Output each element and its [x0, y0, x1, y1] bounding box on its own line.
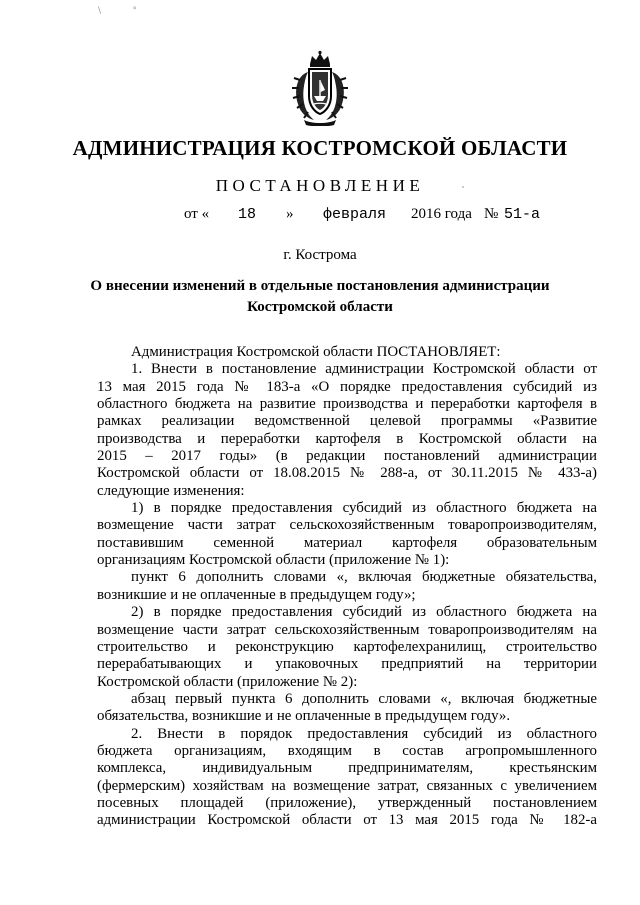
body-line: обязательства, возникшие и не оплаченные в предыдущем году». [97, 708, 511, 725]
body-line: 1) в порядке предоставления субсидий из областного бюджета на [131, 500, 597, 517]
subject-line-1: О внесении изменений в отдельные постановления администрации [90, 278, 550, 294]
body-line: Администрация Костромской области ПОСТАНОВЛЯЕТ: [131, 344, 501, 360]
body-line: Костромской области (приложение № 2): [97, 673, 358, 690]
date-day-close: » [286, 206, 294, 222]
body-line: организациям Костромской области (приложение № 1): [97, 552, 450, 569]
body-line: 1. Внести в постановление администрации Костромской области от [131, 361, 597, 378]
date-number-line [0, 206, 640, 228]
city: г. Кострома [283, 247, 357, 263]
document-type: ПОСТАНОВЛЕНИЕ [215, 176, 425, 195]
body-line: комплекса, индивидуальным предпринимателям, крестьянским [97, 760, 597, 777]
document-subject [80, 276, 560, 318]
number-sign: № [484, 206, 499, 222]
date-month: февраля [323, 206, 387, 223]
body-line: (фермерским) хозяйствам на возмещение затрат, связанных с увеличением [97, 777, 597, 794]
kostroma-coat-of-arms-icon [290, 50, 350, 126]
date-year: 2016 года [411, 206, 472, 222]
body-line: Костромской области от 18.08.2015 № 288-а, от 30.11.2015 № 433-а) [97, 465, 597, 482]
body-line: следующие изменения: [97, 482, 245, 499]
body-line: администрации Костромской области от 13 мая 2015 года № 182-а [97, 812, 597, 829]
document-number: 51-а [504, 206, 541, 223]
date-day: 18 [238, 206, 257, 223]
body-line: перерабатывающих и упаковочных предприятий на территории [97, 656, 597, 673]
subject-line-2: Костромской области [247, 299, 393, 315]
body-line: пункт 6 дополнить словами «, включая бюджетные обязательства, [131, 569, 597, 586]
body-line: рамках реализации ведомственной целевой программы «Развитие [97, 413, 597, 430]
body-line: абзац первый пункта 6 дополнить словами «, включая бюджетные [131, 690, 597, 707]
organization-title: АДМИНИСТРАЦИЯ КОСТРОМСКОЙ ОБЛАСТИ [72, 136, 568, 160]
body-line: 2015 – 2017 годы» (в редакции постановлений администрации [97, 448, 597, 465]
scan-artifact: \ ° [98, 6, 138, 16]
body-line: 2) в порядке предоставления субсидий из областного бюджета на [131, 604, 597, 621]
body-line: возмещение части затрат сельскохозяйственным товаропроизводителям на [97, 621, 597, 638]
body-line: 13 мая 2015 года № 183-а «О порядке предоставления субсидий из [97, 378, 597, 395]
body-line: бюджета организациям, входящим в состав агропромышленного [97, 742, 597, 759]
body-line: поставившим семенной материал картофеля образовательным [97, 534, 597, 551]
body-line: возникшие и не оплаченные в предыдущем году»; [97, 586, 416, 603]
document-body [97, 344, 597, 830]
body-line: возмещение части затрат сельскохозяйственным товаропроизводителям, [97, 517, 597, 534]
body-line: областного бюджета на развитие производства и переработки картофеля в [97, 396, 597, 413]
body-line: производства и переработки картофеля в Костромской области на [97, 430, 597, 447]
date-prefix: от « [184, 206, 210, 222]
body-line: посевных площадей (приложение), утвержденный постановлением [97, 794, 597, 811]
body-line: строительство и реконструкцию картофелехранилищ, строительство [97, 638, 597, 655]
body-line: 2. Внести в порядок предоставления субсидий из областного [131, 725, 597, 742]
